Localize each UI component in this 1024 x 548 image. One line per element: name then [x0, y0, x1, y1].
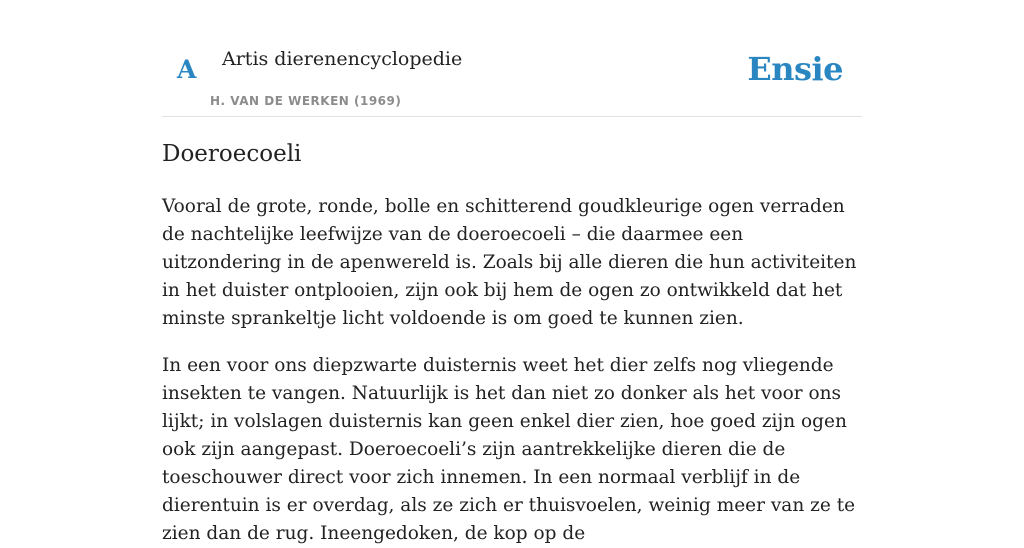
book-author: H. VAN DE WERKEN (1969) — [210, 94, 402, 108]
article — [162, 137, 862, 548]
book-title[interactable]: Artis dierenencyclopedie — [222, 48, 463, 70]
book-header — [162, 0, 862, 117]
article-title: Doeroecoeli — [162, 141, 302, 167]
article-paragraph: Vooral de grote, ronde, bolle en schitterend goudkleurige ogen verraden de nachtelijke leefwijze van de doeroecoeli – die daarmee een uitzondering in de apenwereld is. Zoals bij alle dieren die hun activiteiten in het duister ontplooien, zijn ook bij hem de ogen zo ontwikkeld dat het minste sprankeltje licht voldoende is om goed te kunnen zien. — [162, 196, 857, 329]
article-paragraph: In een voor ons diepzwarte duisternis weet het dier zelfs nog vliegende insekten te vangen. Natuurlijk is het dan niet zo donker als het voor ons lijkt; in volslagen duisternis kan geen enkel dier zien, hoe goed zijn ogen ook zijn aangepast. Doeroecoeli’s zijn aantrekkelijke dieren die de toeschouwer direct voor zich innemen. In een normaal verblijf in de dierentuin is er overdag, als ze zich er thuisvoelen, weinig meer van ze te zien dan de rug. Ineengedoken, de kop op de — [162, 355, 856, 544]
ensie-logo[interactable]: Ensie — [747, 50, 843, 88]
book-logo[interactable]: A — [177, 55, 197, 84]
